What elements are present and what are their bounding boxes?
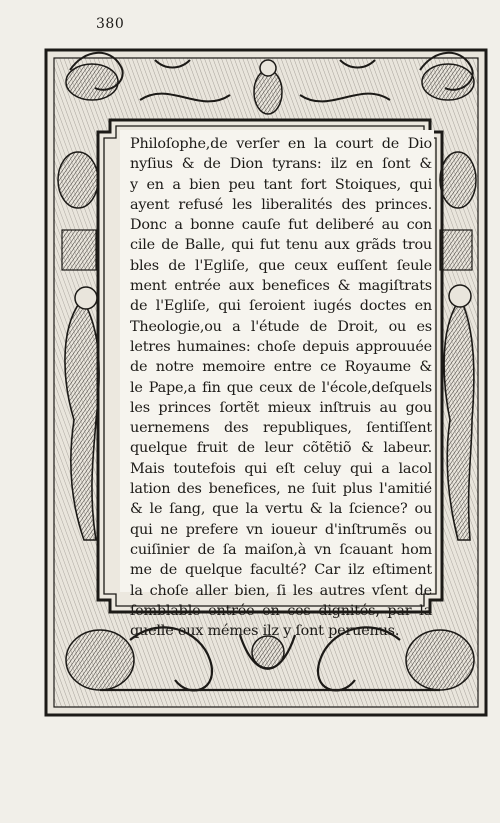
text-line: les princes ſortẽt mieux inſtruis au gou <box>130 399 432 416</box>
text-line: de l'Egliſe, qui ſeroient iugés doctes en <box>130 298 432 315</box>
text-line: me de quelque faculté? Car ilz eſtiment <box>130 562 432 579</box>
text-line: nyſius & de Dion tyrans: ilz en ſont & <box>130 156 432 173</box>
text-line: Mais toutefois qui eſt celuy qui a lacol <box>130 460 432 477</box>
page-number: 380 <box>96 16 125 32</box>
body-text <box>120 130 434 640</box>
text-line: bles de l'Egliſe, que ceux euſſent ſeule <box>130 257 432 274</box>
text-line: la choſe aller bien, ſi les autres vſent de <box>130 582 432 599</box>
text-line: uernemens des republiques, ſentiſſent <box>130 420 432 437</box>
text-line: cuiſinier de ſa maiſon,à vn ſcauant hom <box>130 541 432 558</box>
text-line: Donc a bonne cauſe fut deliberé au con <box>130 217 432 234</box>
text-line: & le ſang, que la vertu & la ſcience? ou <box>130 501 432 518</box>
text-line: quelque fruit de leur cõtẽtiõ & labeur. <box>130 440 432 457</box>
text-line: lation des benefices, ne ſuit plus l'amitié <box>130 481 432 498</box>
text-line: quelle eux mémes ilz y ſont peruenus. <box>130 623 400 640</box>
text-line: y en a bien peu tant fort Stoiques, qui <box>130 176 432 193</box>
text-line: letres humaines: choſe depuis approuuée <box>130 338 432 355</box>
text-line: ayent refusé les liberalités des princes. <box>130 196 432 213</box>
text-line: le Pape,a fin que ceux de l'école,deſquels <box>130 379 432 396</box>
text-line: ment entrée aux benefices & magiſtrats <box>130 278 432 295</box>
text-line: Theologie,ou a l'étude de Droit, ou es <box>130 318 432 335</box>
text-line: de notre memoire entre ce Royaume & <box>130 359 432 376</box>
text-line: ſemblable entrée en ces dignités, par la <box>130 602 432 619</box>
text-line: qui ne prefere vn ioueur d'inſtrumẽs ou <box>130 521 432 538</box>
text-line: Philoſophe,de verſer en la court de Dio <box>130 136 432 152</box>
text-line: cile de Balle, qui fut tenu aux grãds trou <box>130 237 432 254</box>
